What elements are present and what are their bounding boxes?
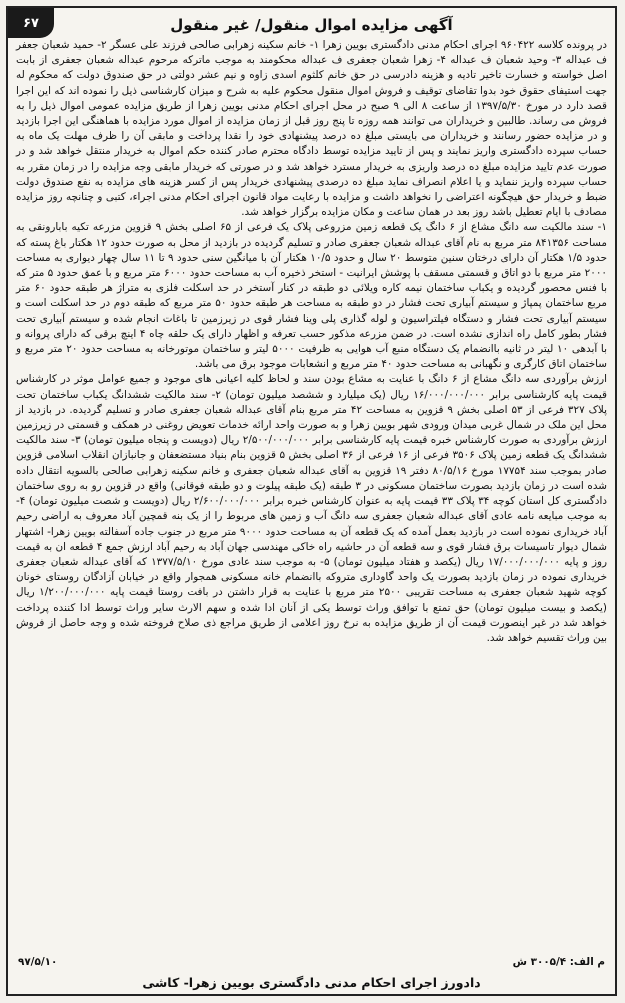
reference-code: م الف: ۳۰۰۵/۴ ش xyxy=(512,956,605,968)
items-2-5-paragraph: ارزش برآوردی سه دانگ مشاع از ۶ دانگ با عنایت به مشاع بودن سند و لحاظ کلیه اعیانی های موجود و جمیع عوامل موثر در کارشناس قیمت پایه کارشناسی برابر ۱۶/۰۰۰/۰۰۰/۰۰۰ ریال (یک میلیارد و ششصد میلیون تومان) ۲- سند مالکیت ششدانگ یکباب ساختمان تحت پلاک ۳۲۷ فرعی از ۵۳ اصلی بخش ۹ قزوین به مساحت ۴۲ متر مربع بنام آقای عبداله شعبان جعفری صادر و تسلیم گردیده. در بازدید از محل این ملک در شمال غربی میدان ورودی شهر بویین زهرا و به صورت واحد ارائه خدمات تعویض روغنی در همکف و قسمتی در زیرزمین ارزش برآوردی به صورت کارشناس خبره قیمت پایه کارشناسی برابر ۲/۵۰۰/۰۰۰/۰۰۰ ریال (دویست و پنجاه میلیون تومان) ۳- سند مالکیت ششدانگ یک قطعه زمین پلاک ۳۵۰۶ فرعی از ۱۶ فرعی از ۳۶ اصلی بخش ۵ قزوین بنام بنیاد مستضعفان و جانبازان انقلاب اسلامی قزوین صادر بموجب سند ۱۷۷۵۴ مورخ ۸۰/۵/۱۶ دفتر ۱۹ قزوین به آقای عبداله شعبان جعفری و خانم سکینه زهرابی صالحی بالسویه انتقال داده شده است در زمان بازدید بصورت ساختمان مسکونی در ۳ طبقه (یک طبقه پیلوت و دو طبقه فوقانی) واقع در قزوین رو به روی ساختمان دادگستری کل استان کوچه ۳۴ پلاک ۳۳ قیمت پایه به عنوان کارشناس خبره برابر ۲/۶۰۰/۰۰۰/۰۰۰ ریال (دویست و شصت میلیون تومان) ۴- به موجب مبایعه نامه عادی آقای عبداله شعبان جعفری سه دانگ آب و زمین های مربوط را از یک بنه قمچین آباد معروف به اراضی رحیم آباد خریداری نموده است در بازدید بعمل آمده که یک قطعه آن به مساحت حدود ۹۰۰۰ متر مربع در جنوب جاده آسفالته بویین زهرا- اشتهار شمال دیوار تاسیسات برق فشار قوی و سه قطعه آن در حاشیه راه خاکی مهندسی جهان آباد به رحیم آباد ارزش جمع ۴ قطعه ان به قیمت روز و پایه ۱۷/۰۰۰/۰۰۰/۰۰۰ ریال (یکصد و هفتاد میلیون تومان) ۵- به موجب سند عادی مورخ ۱۳۷۷/۵/۱۰ که آقای عبداله شعبان جعفری خریداری نموده در زمان بازدید بصورت یک واحد گاوداری متروکه باانضمام خانه مسکونی همجوار واقع در خیابان آزادگان روستای خونان کوچه شهید شعبان جعفری به مساحت تقریبی ۲۵۰۰ متر مربع با عنایت به قرار داشتن در بافت روستا قیمت پایه ۱/۲۰۰/۰۰۰/۰۰۰ ریال (یکصد و بیست میلیون تومان) حق تمتع با توافق وراث توسط یکی از آنان ادا شده و سهم الارث سایر وراث توسط ادا کننده پرداخت خواهد شد در غیر اینصورت قیمت آن از طریق مزایده به نرخ روز اعلامی از طریق مراجع ذی صلاح فروخته شده و وجه حاصل از فروش بین وراث تقسیم خواهد شد. xyxy=(16,373,608,644)
item-1-paragraph: ۱- سند مالکیت سه دانگ مشاع از ۶ دانگ یک قطعه زمین مزروعی پلاک یک فرعی از ۶۵ اصلی بخش ۹ قزوین مزرعه تکیه بابارونقی به مساحت ۸۴۱۳۵۶ متر مربع به نام آقای عبداله شعبان جعفری صادر و تسلیم گردیده در بازدید از محل به صورت حدود ۱۲ هکتار باغ پسته که حدود ۱/۵ هکتار آن دارای درختان سنین متوسط ۲۰ سال و حدود ۱۰/۵ هکتار آن با میانگین سنی حدود ۹ تا ۱۱ سال چهار دیواری به مساحت ۲۰۰۰ متر مربع با دو اتاق و قسمتی مسقف با پوشش ایرانیت - استخر ذخیره آب به مساحت حدود ۶۰۰۰ متر مربع و با عمق حدود ۵ متر که با فنس محصور گردیده و یکباب ساختمان نیمه کاره ویلائی دو طبقه در کنار آستخر در حد اسکلت فلزی به متراژ هر طبقه حدود ۶۰ متر مربع ساختمان پمپاژ و سیستم آبیاری تحت فشار در دو طبقه به مساحت هر طبقه حدود ۵۰ متر مربع که طبقه دوم در حد اسکلت است و سیستم آبیاری تحت فشار و دستگاه فیلتراسیون و لوله گذاری پلی وینا فشار قوی در زیرزمین تا باغات انجام شده و سیستم آبیاری تحت فشار بطور کامل راه اندازی نشده است. در ضمن مزرعه مذکور حسب تعرفه و اظهار دارای یک حلقه چاه ۴ اینچ برقی که دارای پروانه و با آبدهی ۱۰ لیتر در ثانیه باانضمام یک دستگاه منبع آب هوایی به ظرفیت ۵۰۰۰ لیتر و ساختمان موتورخانه به مساحت حدود ۲۰ متر مربع و ساختمان اتاق کارگری و نگهبانی به مساحت حدود ۴۰ متر مربع و انشعابات موجود برق می باشد. xyxy=(16,221,608,371)
notice-date: ۹۷/۵/۱۰ xyxy=(18,956,58,968)
notice-title: آگهی مزایده اموال منقول/ غیر منقول xyxy=(170,16,453,34)
footer-line xyxy=(18,955,605,970)
intro-paragraph: در پرونده کلاسه ۹۶۰۴۲۲ اجرای احکام مدنی دادگستری بویین زهرا ۱- خانم سکینه زهرابی صالحی فرزند علی عسگر ۲- حمید شعبان جعفر ف عبداله ۳- وحید شعبان ف عبداله ۴- زهرا شعبان جعفری ف عبداله محکومند به موجب ماترکه مرحوم عبداله شعبان جعفری از بابت اصل خواسته و خسارت تاخیر تادیه و هزینه دادرسی در حق خانم کلثوم اسدی زاوه و نیم عشر دولتی در حق صندوق دولت که محکوم له جهت استیفای حقوق خود بدوا تقاضای توقیف و فروش اموال منقول محکوم علیه به شرح و میزان کارشناسی ذیل را نموده اند که این اجرا قصد دارد در مورخ ۱۳۹۷/۵/۳۰ از ساعت ۸ الی ۹ صبح در محل اجرای احکام مدنی بویین زهرا از طریق مزایده عمومی اموال ذیل را به فروش می رساند. طالبین و خریداران می توانند همه روزه تا پنج روز قبل از زمان مزایده از اموال مورد مزایده با هماهنگی این اجرا بازدید و در مزایده حضور رسانند و خریداران می بایستی مبلغ ده درصد پیشنهادی خود را نقدا پرداخت و مابقی آن را ظرف مهلت یک ماه به حساب سپرده دادگستری واریز نمایند و پس از تایید مزایده توسط دادگاه محترم صادر کننده حکم اموال به خریدار منتقل خواهد شد و در صورت عدم تایید مزایده مبلغ ده درصد واریزی به خریدار مسترد خواهد شد و در صورتی که خریدار مابقی وجه مزایده را در زمان مقرر به حساب سپرده واریز ننماید و یا اعلام انصراف نماید مبلغ ده درصدی پیشنهادی خریدار پس از کسر هزینه های مزایده به نفع صندوق دولت ضبط و خریدار حق هیچگونه اعتراضی را نخواهد داشت و مزایده با رعایت مواد قانون اجرای احکام مدنی اجراء، کتبی و چنانچه روز مزایده مصادف با ایام تعطیل باشد روز بعد در همان ساعت و مکان مزایده برگزار خواهد شد. xyxy=(16,39,607,219)
notice-body xyxy=(8,38,615,646)
signature-line: دادورز اجرای احکام مدنی دادگستری بویین زهرا- کاشی xyxy=(142,975,481,990)
notice-frame xyxy=(6,6,617,996)
page-badge: ۶۷ xyxy=(8,8,54,38)
